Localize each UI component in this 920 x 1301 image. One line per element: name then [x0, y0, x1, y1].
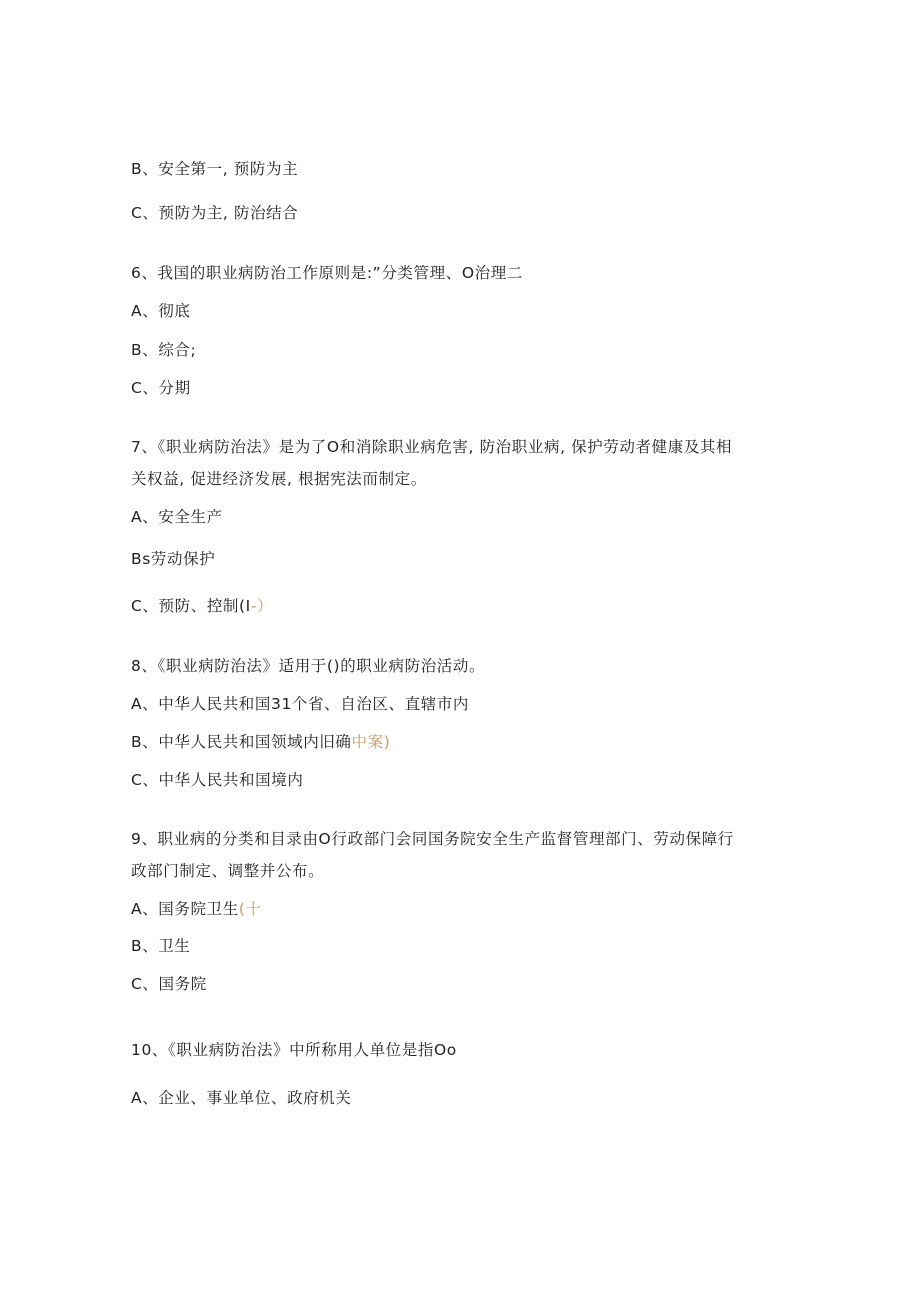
answer-mark-9: (十	[238, 900, 262, 918]
option-10a: A、企业、事业单位、政府机关	[131, 1089, 352, 1107]
option-9a-text: A、国务院卫生	[131, 900, 239, 918]
option-7c	[131, 596, 273, 616]
option-9b: B、卫生	[131, 937, 191, 955]
option-5b: B、安全第一, 预防为主	[131, 160, 299, 178]
answer-mark-7: -）	[250, 597, 274, 615]
option-6c: C、分期	[131, 379, 191, 397]
answer-mark-8: 中案)	[351, 733, 391, 751]
option-7b: Bs劳动保护	[131, 550, 216, 568]
option-8b	[131, 732, 390, 752]
question-8: 8、《职业病防治法》适用于()的职业病防治活动。	[131, 657, 486, 675]
question-9: 9、职业病的分类和目录由O行政部门会同国务院安全生产监督管理部门、劳动保障行	[131, 830, 734, 848]
option-9c: C、国务院	[131, 975, 207, 993]
option-8a: A、中华人民共和国31个省、自治区、直辖市内	[131, 695, 470, 713]
question-7: 7、《职业病防治法》是为了O和消除职业病危害, 防治职业病, 保护劳动者健康及其相	[131, 438, 733, 456]
option-5c: C、预防为主, 防治结合	[131, 204, 299, 222]
option-6b: B、综合;	[131, 341, 197, 359]
question-7-continued: 关权益, 促进经济发展, 根据宪法而制定。	[131, 470, 427, 488]
question-9-continued: 政部门制定、调整并公布。	[131, 862, 325, 880]
option-7a: A、安全生产	[131, 508, 223, 526]
option-8b-text: B、中华人民共和国领域内旧确	[131, 733, 352, 751]
option-7c-text: C、预防、控制(I	[131, 597, 251, 615]
option-8c: C、中华人民共和国境内	[131, 771, 304, 789]
question-6: 6、我国的职业病防治工作原则是:”分类管理、O治理二	[131, 264, 523, 282]
question-10: 10、《职业病防治法》中所称用人单位是指Oo	[131, 1041, 457, 1059]
option-6a: A、彻底	[131, 302, 191, 320]
option-9a	[131, 899, 262, 919]
